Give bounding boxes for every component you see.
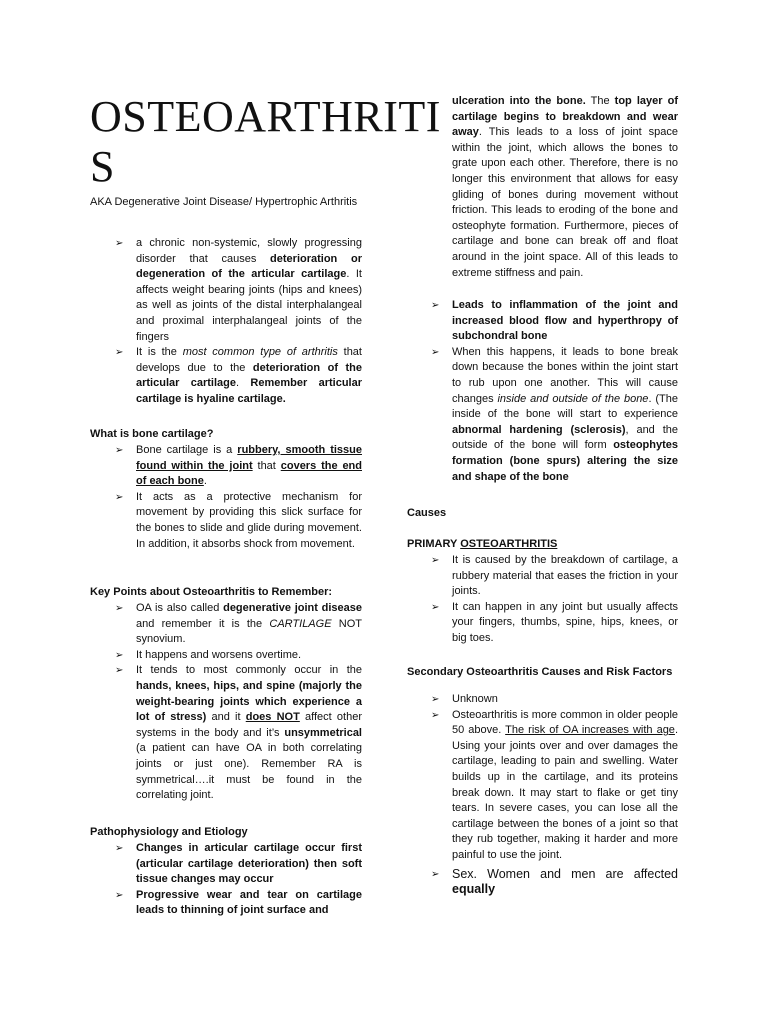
bold-span: degenerative joint disease bbox=[223, 602, 363, 614]
text-span: affect other systems in the body and it’s bbox=[136, 711, 362, 739]
text-span: , and the outside of the bone will form bbox=[452, 423, 678, 452]
arrow-bullet-icon: ➢ bbox=[431, 694, 440, 705]
primary-label: PRIMARY bbox=[407, 538, 461, 550]
arrow-bullet-icon: ➢ bbox=[431, 300, 440, 311]
text-span: It is the bbox=[136, 346, 183, 359]
bold-span: abnormal hardening (sclerosis) bbox=[452, 423, 626, 436]
text-span: . This leads to a loss of joint space within the joint, which allows the bones to grate upon each other. Therefore, there is no longer this environment that allows for easy gliding of bones during movement without friction. This leads to eroding of the bone and osteophyte formation. Furthermore, pieces of cartilage and bone can break off and float around in the joint space. All of this leads to extreme stiffness and pain. bbox=[452, 126, 678, 279]
bone-cartilage-list bbox=[115, 443, 362, 552]
list-item bbox=[115, 345, 362, 407]
title-line-2: S bbox=[90, 142, 115, 191]
underline-span: The risk of OA increases with age bbox=[505, 724, 675, 737]
list-item bbox=[115, 663, 362, 803]
bold-span: Progressive wear and tear on cartilage leads to thinning of joint surface and bbox=[136, 888, 362, 917]
bold-span: ulceration into the bone. bbox=[452, 95, 586, 107]
italic-span: CARTILAGE bbox=[269, 617, 332, 630]
arrow-bullet-icon: ➢ bbox=[431, 555, 440, 566]
secondary-list bbox=[431, 692, 678, 898]
causes-heading: Causes bbox=[407, 507, 447, 519]
patho-heading: Pathophysiology and Etiology bbox=[90, 826, 248, 838]
text-span: and it bbox=[206, 711, 246, 724]
bone-cartilage-heading: What is bone cartilage? bbox=[90, 428, 214, 440]
list-item bbox=[115, 648, 362, 664]
text-span: Bone cartilage is a bbox=[136, 444, 238, 456]
bold-span: top layer of cartilage begins to breakdown and wear away bbox=[452, 95, 678, 139]
text-span: OA is also called bbox=[136, 602, 224, 614]
list-item bbox=[431, 298, 678, 345]
patho-continuation bbox=[452, 94, 678, 281]
arrow-bullet-icon: ➢ bbox=[115, 238, 124, 249]
key-points-list bbox=[115, 601, 362, 804]
key-points-heading: Key Points about Osteoarthritis to Remember: bbox=[90, 586, 333, 598]
text-span: . bbox=[236, 377, 251, 390]
bold-span: equally bbox=[452, 882, 496, 897]
list-item bbox=[115, 443, 362, 490]
primary-causes-list bbox=[431, 553, 678, 647]
arrow-bullet-icon: ➢ bbox=[431, 868, 440, 880]
text-span: Unknown bbox=[452, 693, 498, 705]
text-span: (a patient can have OA in both correlating joints or just one). Remember RA is symmetrical….it must be found in the correlating joint. bbox=[136, 742, 362, 802]
text-span: Osteoarthritis is more common in older people 50 above. bbox=[452, 708, 678, 737]
list-item bbox=[431, 692, 678, 708]
list-item bbox=[115, 841, 362, 888]
bold-span: Leads to inflammation of the joint and increased blood flow and hyperthropy of subchondral bone bbox=[452, 299, 678, 343]
arrow-bullet-icon: ➢ bbox=[115, 603, 124, 614]
inflammation-list bbox=[431, 298, 678, 485]
text-span: It happens and worsens overtime. bbox=[136, 648, 302, 661]
italic-span: most common type of arthritis bbox=[182, 346, 338, 359]
bold-span: hands, knees, hips, and spine (majorly the weight-bearing joints which experience a lot of stress) bbox=[136, 679, 362, 724]
primary-oa-underlined: OSTEOARTHRITIS bbox=[460, 538, 558, 550]
text-span: that develops due to the bbox=[136, 346, 362, 374]
text-span: . (The inside of the bone will start to experience bbox=[452, 392, 679, 421]
italic-span: inside and outside of the bone bbox=[497, 392, 649, 405]
list-item bbox=[431, 600, 678, 647]
bold-span: Changes in articular cartilage occur first (articular cartilage deterioration) then soft tissue changes may occur bbox=[136, 842, 362, 886]
primary-oa-heading bbox=[407, 537, 557, 553]
list-item bbox=[115, 888, 362, 919]
arrow-bullet-icon: ➢ bbox=[115, 843, 124, 854]
arrow-bullet-icon: ➢ bbox=[431, 346, 440, 358]
text-span: . It affects weight bearing joints (hips and knees) as well as joints of the distal interphalangeal and proximal interphalangeal joints of the fingers bbox=[136, 268, 362, 343]
text-span: Sex. Women and men are affected bbox=[452, 866, 678, 881]
arrow-bullet-icon: ➢ bbox=[115, 347, 124, 359]
arrow-bullet-icon: ➢ bbox=[431, 601, 440, 613]
text-span: that bbox=[252, 459, 281, 472]
text-span: When this happens, it leads to bone break down because the bones within the joint start to rub upon one another. This will cause changes bbox=[452, 345, 678, 405]
text-span: It acts as a protective mechanism for movement by providing this slick surface for the bones to slide and glide during movement. In addition, it absorbs shock from movement. bbox=[136, 490, 362, 550]
list-item bbox=[115, 601, 362, 648]
text-span: . bbox=[203, 475, 207, 488]
list-item bbox=[431, 708, 678, 864]
text-span: and remember it is the bbox=[136, 617, 270, 630]
bold-underline-span: rubbery, smooth tissue found within the joint bbox=[136, 444, 362, 472]
secondary-heading: Secondary Osteoarthritis Causes and Risk Factors bbox=[407, 666, 673, 678]
arrow-bullet-icon: ➢ bbox=[115, 445, 124, 456]
list-item bbox=[115, 490, 362, 552]
title-line-1: OSTEOARTHRITI bbox=[90, 92, 441, 141]
arrow-bullet-icon: ➢ bbox=[431, 709, 440, 721]
text-span: NOT synovium. bbox=[136, 617, 362, 646]
text-span: It is caused by the breakdown of cartilage, a rubbery material that eases the friction in your joints. bbox=[452, 554, 678, 598]
intro-list bbox=[115, 236, 362, 408]
arrow-bullet-icon: ➢ bbox=[115, 889, 124, 901]
arrow-bullet-icon: ➢ bbox=[115, 491, 124, 503]
list-item bbox=[115, 236, 362, 345]
bold-span: deterioration of the articular cartilage bbox=[136, 361, 362, 390]
text-span: The bbox=[585, 95, 615, 107]
bold-span: deterioration or degeneration of the articular cartilage bbox=[136, 252, 362, 281]
aka-line: AKA Degenerative Joint Disease/ Hypertrophic Arthritis bbox=[90, 196, 358, 208]
document-title bbox=[90, 92, 441, 192]
arrow-bullet-icon: ➢ bbox=[115, 649, 124, 661]
bold-underline-span: covers the end of each bone bbox=[136, 459, 362, 488]
bold-span: unsymmetrical bbox=[284, 726, 362, 739]
list-item bbox=[431, 553, 678, 600]
arrow-bullet-icon: ➢ bbox=[115, 665, 124, 677]
bold-span: osteophytes formation (bone spurs) altering the size and shape of the bone bbox=[452, 439, 678, 483]
list-item bbox=[431, 867, 678, 898]
text-span: . Using your joints over and over damages the cartilage, leading to pain and swelling. Water builds up in the cartilage, and its proteins break down. It may start to flake or get tiny tears. In severe cases, you can lose all the cartilage between the bones of a joint so that they rub together, making it harder and more painful to use the joint. bbox=[452, 724, 678, 861]
list-item bbox=[431, 345, 678, 485]
bold-span: Remember articular cartilage is hyaline cartilage. bbox=[136, 377, 362, 405]
text-span: a chronic non-systemic, slowly progressing disorder that causes bbox=[136, 237, 362, 265]
text-span: It tends to most commonly occur in the bbox=[136, 664, 362, 677]
text-span: It can happen in any joint but usually affects your fingers, thumbs, spine, hips, knees, or big toes. bbox=[452, 600, 678, 644]
bold-underline-span: does NOT bbox=[245, 711, 300, 724]
patho-list bbox=[115, 841, 362, 919]
